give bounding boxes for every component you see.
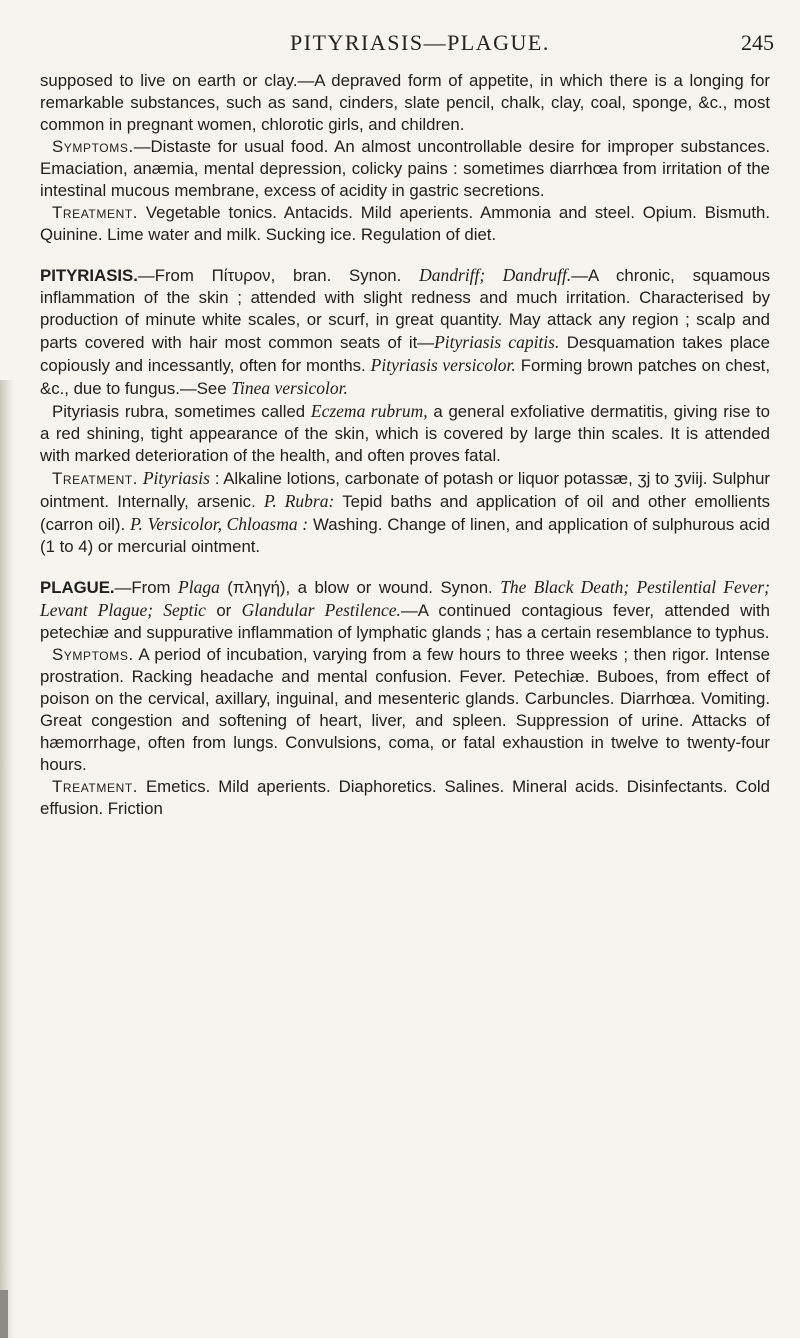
italic-term: Tinea versicolor. xyxy=(231,378,348,398)
entry-keyword: PITYRIASIS. xyxy=(40,266,138,285)
italic-term: Pityriasis xyxy=(142,468,210,488)
text-run: , bran. Synon. xyxy=(270,266,420,285)
text-run: Washing. Change of linen, and application of sulphurous acid (1 to 4) or mercurial ointment. xyxy=(40,515,771,556)
entry-gap xyxy=(40,246,770,264)
greek-term: Πίτυρον xyxy=(211,266,271,285)
text-run: supposed to live on earth or clay.—A depraved form of appetite, in which there is a longing for remarkable substances, such as sand, cinders, slate pencil, chalk, clay, coal, sponge, &c., most common in pregnant women, chlorotic girls, and children. xyxy=(40,71,770,134)
paragraph-treatment xyxy=(40,202,770,246)
text-run: A period of incubation, varying from a few hours to three weeks ; then rigor. Intense prostration. Racking headache and mental confusion. Fever. Petechiæ. Buboes, from effect of poison on the cervical, axillary, inguinal, and mesenteric glands. Carbuncles. Diarrhœa. Vomiting. Great congestion and softening of heart, liver, and spleen. Suppression of urine. Attacks of hæmorrhage, often from lungs. Convulsions, coma, or fatal exhaustion in twelve to twenty-four hours. xyxy=(40,645,770,774)
italic-term: The Black Death; Pestilential Fever; Levant Plague; Septic xyxy=(40,577,770,620)
text-run: : Alkaline lotions, carbonate of potash or liquor potassæ, ʒj to ʒviij. Sulphur ointment. Internally, arsenic. xyxy=(40,469,770,511)
entry-plague xyxy=(40,576,770,644)
page-binding-shadow xyxy=(0,380,14,1338)
running-title: PITYRIASIS—PLAGUE. xyxy=(290,30,550,55)
italic-term: P. Versicolor, Chloasma : xyxy=(130,514,309,534)
paragraph-continuation xyxy=(40,70,770,136)
paragraph-plague-symptoms xyxy=(40,644,770,776)
paragraph-pityriasis-rubra xyxy=(40,400,770,467)
text-run: Vegetable tonics. Antacids. Mild aperients. Ammonia and steel. Opium. Bismuth. Quinine. Lime water and milk. Sucking ice. Regulation of diet. xyxy=(40,203,770,244)
text-run: —Distaste for usual food. An almost uncontrollable desire for improper substances. Emaciation, anæmia, mental depression, colicky pains : sometimes diarrhœa from irritation of the intestinal mucous membrane, excess of acidity in gastric secretions. xyxy=(40,137,770,200)
text-run: a general exfoliative dermatitis, giving rise to a red shining, tight appearance of the skin, which is covered by large thin scales. It is attended with marked deterioration of the health, and often proves fatal. xyxy=(40,402,771,465)
text-run: Forming brown patches on chest, &c., due to fungus.—See xyxy=(40,356,771,398)
entry-keyword: PLAGUE. xyxy=(40,578,115,597)
italic-term: Glandular Pestilence. xyxy=(241,600,401,620)
section-heading: Treatment. xyxy=(52,469,139,488)
page-header xyxy=(0,30,800,60)
text-run: —From xyxy=(114,578,179,597)
text-run: or xyxy=(205,601,242,620)
paragraph-symptoms xyxy=(40,136,770,202)
section-heading: Symptoms. xyxy=(52,645,134,664)
paragraph-plague-treatment xyxy=(40,776,770,820)
entry-pityriasis xyxy=(40,264,770,400)
section-heading: Treatment. xyxy=(52,777,139,796)
text-run: Emetics. Mild aperients. Diaphoretics. Salines. Mineral acids. Disinfectants. Cold effusion. Friction xyxy=(40,777,770,818)
text-run: —A continued contagious fever, attended with petechiæ and suppurative inflammation of lymphatic glands ; has a certain resemblance to typhus. xyxy=(40,601,771,642)
text-run: Desquamation takes place copiously and incessantly, often for months. xyxy=(40,333,771,375)
page-binding-edge xyxy=(0,1290,8,1338)
section-heading: Symptoms. xyxy=(52,137,134,156)
page-body xyxy=(40,70,770,820)
page-number: 245 xyxy=(741,30,774,55)
italic-term: P. Rubra: xyxy=(263,491,335,511)
entry-gap xyxy=(40,558,770,576)
text-run: —From xyxy=(137,266,212,285)
section-heading: Treatment. xyxy=(52,203,139,222)
text-run: Tepid baths and application of oil and other emollients (carron oil). xyxy=(40,492,770,534)
italic-term: Dandriff; Dandruff. xyxy=(419,265,572,285)
text-run: (πληγή), a blow or wound. Synon. xyxy=(219,578,501,597)
italic-term: Pityriasis capitis. xyxy=(434,332,560,352)
text-run: Pityriasis rubra, sometimes called xyxy=(52,402,311,421)
paragraph-treatment-pityriasis xyxy=(40,467,770,558)
italic-term: Plaga xyxy=(178,577,220,597)
italic-term: Eczema rubrum, xyxy=(310,401,428,421)
text-run: —A chronic, squamous inflammation of the skin ; attended with slight redness and much irritation. Characterised by production of minute white scales, or scurf, in great quantity. May attack any region ; scalp and parts covered with hair most common seats of it— xyxy=(40,266,770,352)
italic-term: Pityriasis versicolor. xyxy=(370,355,516,375)
